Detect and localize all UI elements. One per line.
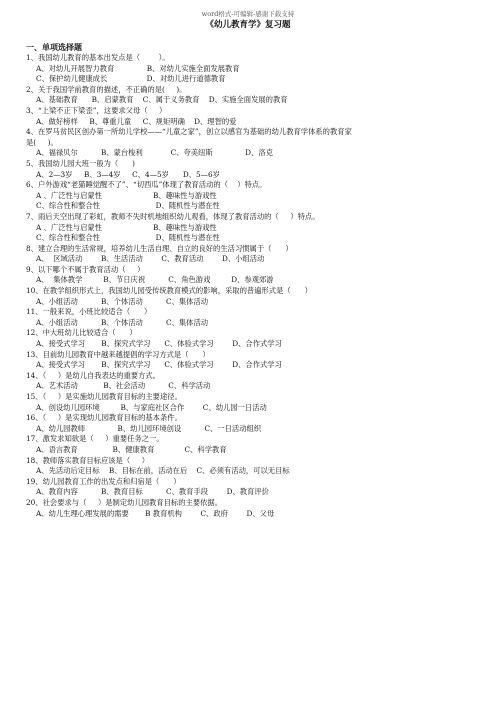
answer-options: A、2—3岁 B、3—4岁 C、4—5岁 D、5—6岁 [36,169,220,179]
answer-options: A、 区域活动 B、生活活动 C、教育活动 D、小组活动 [36,254,265,264]
question-text: 8、建立合理的生活常规，培养幼儿生活自理、自立的良好的生活习惯属于（ ） [26,243,293,253]
answer-options: A、幼儿生理心理发展的需要 B 教育机构 C、政府 D、父母 [36,508,275,518]
question-list [26,53,470,519]
answer-options: A、接受式学习 B、探究式学习 C、体验式学习 D、合作式学习 [36,360,282,370]
question-text: 3、“上梁不正下梁歪”，这要求父母（ ） [26,105,167,115]
answer-options: C、综合性和整合性 D、随机性与潜在性 [36,201,220,211]
question-text: 12、中大班幼儿比较适合（ ） [26,328,137,338]
question-text: 18、教师落实教育目标应该是（ ） [26,455,150,465]
question-text: 9、以下哪个不属于教育活动（ ） [26,264,145,274]
answer-options: A、福禄贝尔 B、蒙台梭利 C、夸美纽斯 D、洛克 [36,148,273,158]
question-text: 7、雨后天空出现了彩虹，教师不失时机地组织幼儿观看，体现了教育活动的（ ）特点。 [26,211,320,221]
answer-options: A、先活动后定目标 B、目标在前，活动在后 C、必须有活动，可以无目标 [36,466,290,476]
answer-options: A、对幼儿开展智力教育 B、对幼儿实施全面发展教育 [36,63,240,73]
section-title: 一、单项选择题 [26,42,82,52]
answer-options: A、接受式学习 B、探究式学习 C、体验式学习 D、合作式学习 [36,339,282,349]
question-text: 20、社会要求与（ ）是制定幼儿园教育目标的主要依据。 [26,497,223,507]
answer-options: A 、广泛性与启蒙性 B、趣味性与游戏性 [36,190,217,200]
answer-options: A 、广泛性与启蒙性 B、趣味性与游戏性 [36,222,217,232]
question-text: 是( )。 [26,137,58,147]
answer-options: C、保护幼儿健康成长 D、对幼儿进行道德教育 [36,74,226,84]
question-text: 2、关于我国学前教育的描述，不正确的是( )。 [26,84,187,94]
answer-options: A、基础教育 B、启蒙教育 C、属于义务教育 D、实施全面发展的教育 [36,95,288,105]
answer-options: A、 集体教学 B、节日庆祝 C、角色游戏 D、参观郊游 [36,275,274,285]
answer-options: A、幼儿园教师 B、幼儿园环境创设 C、一日活动组织 [36,423,262,433]
question-text: 4、在罗马贫民区创办第一所幼儿学校——“儿童之家”，创立以感官为基础的幼儿教育学体系的教育家 [26,127,352,137]
answer-options: A、创设幼儿园环境 B、与家庭社区合作 C、幼儿园一日活动 [36,402,267,412]
header-watermark: word格式-可编辑-感谢下载支持 [201,10,295,18]
answer-options: A、艺术活动 B、社会活动 C、科学活动 [36,381,211,391]
answer-options: C、综合性和整合性 D、随机性与潜在性 [36,233,220,243]
question-text: 14、（ ）是幼儿自我表达的重要方式。 [26,370,160,380]
question-text: 1、我国幼儿教育的基本出发点是（ ）。 [26,53,170,62]
answer-options: A、教育内容 B、教育目标 C、教育手段 D、教育评价 [36,487,269,497]
question-text: 6、户外游戏“老猫睡觉醒不了”、“切西瓜”体现了教育活动的（ ）特点。 [26,180,267,190]
question-text: 13、目前幼儿园教育中越来越提倡的学习方式是（ ） [26,349,210,359]
question-text: 16、（ ）是实现幼儿园教育目标的基本条件。 [26,413,182,423]
answer-options: A、语言教育 B、健康教育 C、科学教育 [36,444,227,454]
question-text: 10、在教学组织形式上，我国幼儿园受传统教育模式的影响，采取的普遍形式是（ ） [26,286,312,296]
question-text: 17、激发求知欲是（ ）重要任务之一。 [26,434,164,444]
question-text: 5、我国幼儿园大班一般为（ ) [26,158,135,168]
question-text: 15、（ ）是实施幼儿园教育目标的主要途径。 [26,392,182,401]
question-text: 19、幼儿园教育工作的出发点和归宿是（ ） [26,476,181,486]
question-text: 11、一般来说，小班比较适合（ ） [26,307,152,317]
answer-options: A、小组活动 B、个体活动 C、集体活动 [36,296,209,306]
answer-options: A、做好榜样 B、尊重儿童 C、规矩明确 D、理智的爱 [36,116,237,126]
document-title: 《幼儿教育学》复习题 [205,20,291,30]
answer-options: A、小组活动 B、个体活动 C、集体活动 [36,317,209,327]
